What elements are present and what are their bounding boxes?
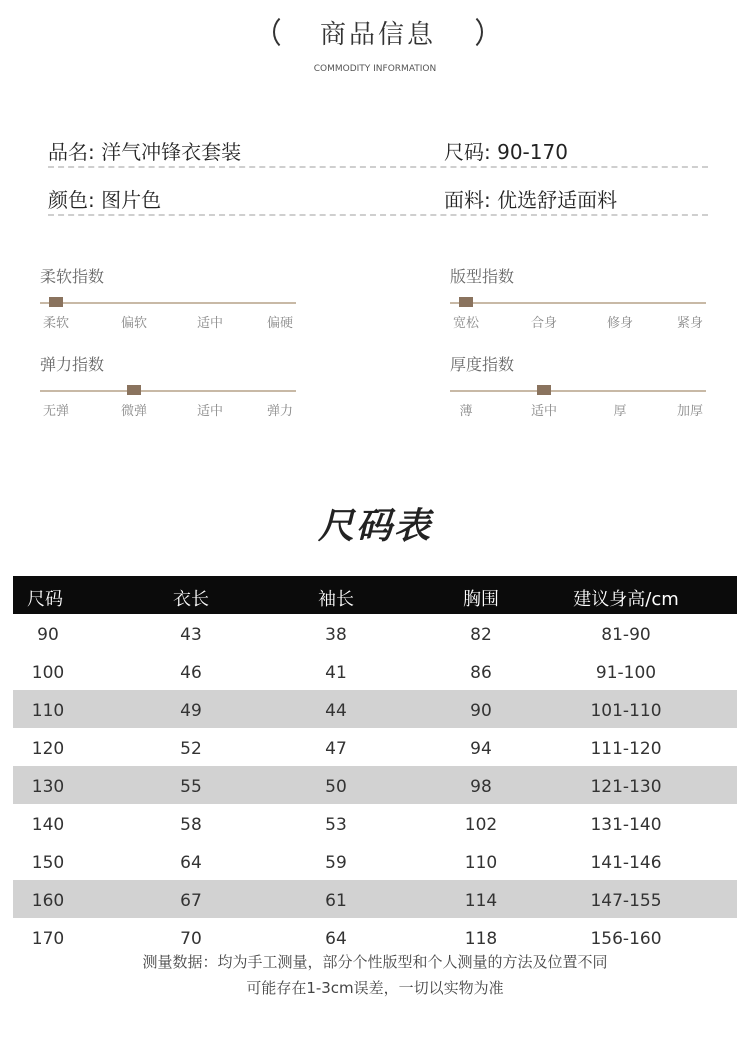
table-cell: 64 — [180, 853, 202, 873]
table-row — [13, 690, 737, 728]
thickness-label: 适中 — [530, 404, 558, 419]
column-header: 胸围 — [463, 589, 499, 610]
size-table — [13, 576, 737, 956]
section-title: 商品信息 — [319, 19, 436, 50]
elasticity-labels — [40, 400, 296, 420]
table-cell: 67 — [180, 891, 202, 911]
elasticity-index-title: 弹力指数 — [40, 355, 105, 374]
thickness-index-title: 厚度指数 — [450, 355, 515, 374]
table-cell: 59 — [325, 853, 347, 873]
section-header — [273, 12, 483, 52]
fit-index — [450, 264, 706, 331]
softness-labels — [40, 312, 296, 332]
table-row — [13, 766, 737, 804]
column-header: 建议身高/cm — [573, 589, 679, 610]
product-size-range: 尺码: 90-170 — [444, 140, 568, 164]
softness-index-title: 柔软指数 — [40, 267, 105, 286]
table-cell: 64 — [325, 929, 347, 949]
table-cell: 70 — [180, 929, 202, 949]
table-cell: 110 — [31, 701, 65, 721]
thickness-labels — [450, 400, 706, 420]
elasticity-track — [40, 390, 296, 392]
measurement-note: 测量数据：均为手工测量，部分个性版型和个人测量的方法及位置不同 — [142, 953, 608, 971]
table-cell: 82 — [470, 625, 492, 645]
softness-marker — [49, 297, 63, 307]
table-cell: 110 — [464, 853, 498, 873]
dashed-divider — [48, 166, 708, 168]
size-table-title: 尺码表 — [317, 506, 432, 547]
table-row — [13, 728, 737, 766]
table-cell: 90 — [37, 625, 59, 645]
table-row — [13, 614, 737, 652]
table-cell: 147-155 — [590, 891, 662, 911]
size-table-body — [13, 614, 737, 956]
table-row — [13, 880, 737, 918]
product-name: 品名: 洋气冲锋衣套装 — [48, 140, 242, 164]
table-cell: 160 — [31, 891, 65, 911]
softness-label: 偏硬 — [266, 316, 294, 331]
softness-index — [40, 264, 296, 331]
table-cell: 141-146 — [590, 853, 662, 873]
softness-label: 偏软 — [120, 316, 148, 331]
table-cell: 111-120 — [590, 739, 662, 759]
table-cell: 131-140 — [590, 815, 662, 835]
table-cell: 90 — [470, 701, 492, 721]
column-header: 衣长 — [173, 589, 209, 610]
elasticity-marker — [127, 385, 141, 395]
table-cell: 118 — [464, 929, 498, 949]
thickness-index — [450, 352, 706, 419]
table-cell: 101-110 — [590, 701, 662, 721]
table-row — [13, 804, 737, 842]
table-cell: 150 — [31, 853, 65, 873]
table-cell: 156-160 — [590, 929, 662, 949]
table-cell: 120 — [31, 739, 65, 759]
column-header: 袖长 — [318, 589, 354, 610]
table-row — [13, 842, 737, 880]
table-cell: 114 — [464, 891, 498, 911]
fit-label: 宽松 — [452, 316, 480, 331]
table-cell: 43 — [180, 625, 202, 645]
fit-labels — [450, 312, 706, 332]
softness-label: 柔软 — [42, 316, 70, 331]
measurement-note-2: 可能存在1-3cm误差，一切以实物为准 — [246, 979, 504, 997]
thickness-track — [450, 390, 706, 392]
table-cell: 140 — [31, 815, 65, 835]
fit-label: 紧身 — [676, 316, 704, 331]
elasticity-index — [40, 352, 296, 419]
product-color: 颜色: 图片色 — [48, 188, 162, 212]
table-cell: 94 — [470, 739, 492, 759]
dashed-divider — [48, 214, 708, 216]
table-cell: 38 — [325, 625, 347, 645]
table-cell: 52 — [180, 739, 202, 759]
table-cell: 102 — [464, 815, 498, 835]
table-cell: 58 — [180, 815, 202, 835]
elasticity-label: 弹力 — [266, 404, 294, 419]
table-cell: 170 — [31, 929, 65, 949]
fit-label: 修身 — [606, 316, 634, 331]
table-cell: 50 — [325, 777, 347, 797]
table-row — [13, 652, 737, 690]
table-cell: 55 — [180, 777, 202, 797]
table-cell: 100 — [31, 663, 65, 683]
section-subtitle: COMMODITY INFORMATION — [313, 64, 437, 74]
info-row-2 — [48, 176, 708, 216]
table-cell: 47 — [325, 739, 347, 759]
fit-marker — [459, 297, 473, 307]
thickness-marker — [537, 385, 551, 395]
table-cell: 98 — [470, 777, 492, 797]
fit-label: 合身 — [530, 316, 558, 331]
table-cell: 130 — [31, 777, 65, 797]
elasticity-label: 微弹 — [120, 404, 148, 419]
info-row-1 — [48, 128, 708, 168]
softness-track — [40, 302, 296, 304]
size-table-header — [13, 576, 737, 614]
table-cell: 49 — [180, 701, 202, 721]
elasticity-label: 适中 — [196, 404, 224, 419]
table-cell: 81-90 — [601, 625, 651, 645]
table-cell: 41 — [325, 663, 347, 683]
table-cell: 53 — [325, 815, 347, 835]
fit-index-title: 版型指数 — [450, 267, 515, 286]
table-cell: 61 — [325, 891, 347, 911]
column-header: 尺码 — [27, 589, 63, 610]
fit-track — [450, 302, 706, 304]
softness-label: 适中 — [196, 316, 224, 331]
thickness-label: 薄 — [459, 404, 473, 419]
table-cell: 86 — [470, 663, 492, 683]
elasticity-label: 无弹 — [42, 404, 70, 419]
thickness-label: 加厚 — [676, 404, 704, 419]
table-cell: 46 — [180, 663, 202, 683]
table-cell: 91-100 — [595, 663, 657, 683]
product-fabric: 面料: 优选舒适面料 — [444, 188, 618, 212]
thickness-label: 厚 — [613, 404, 627, 419]
table-cell: 121-130 — [590, 777, 662, 797]
table-cell: 44 — [325, 701, 347, 721]
